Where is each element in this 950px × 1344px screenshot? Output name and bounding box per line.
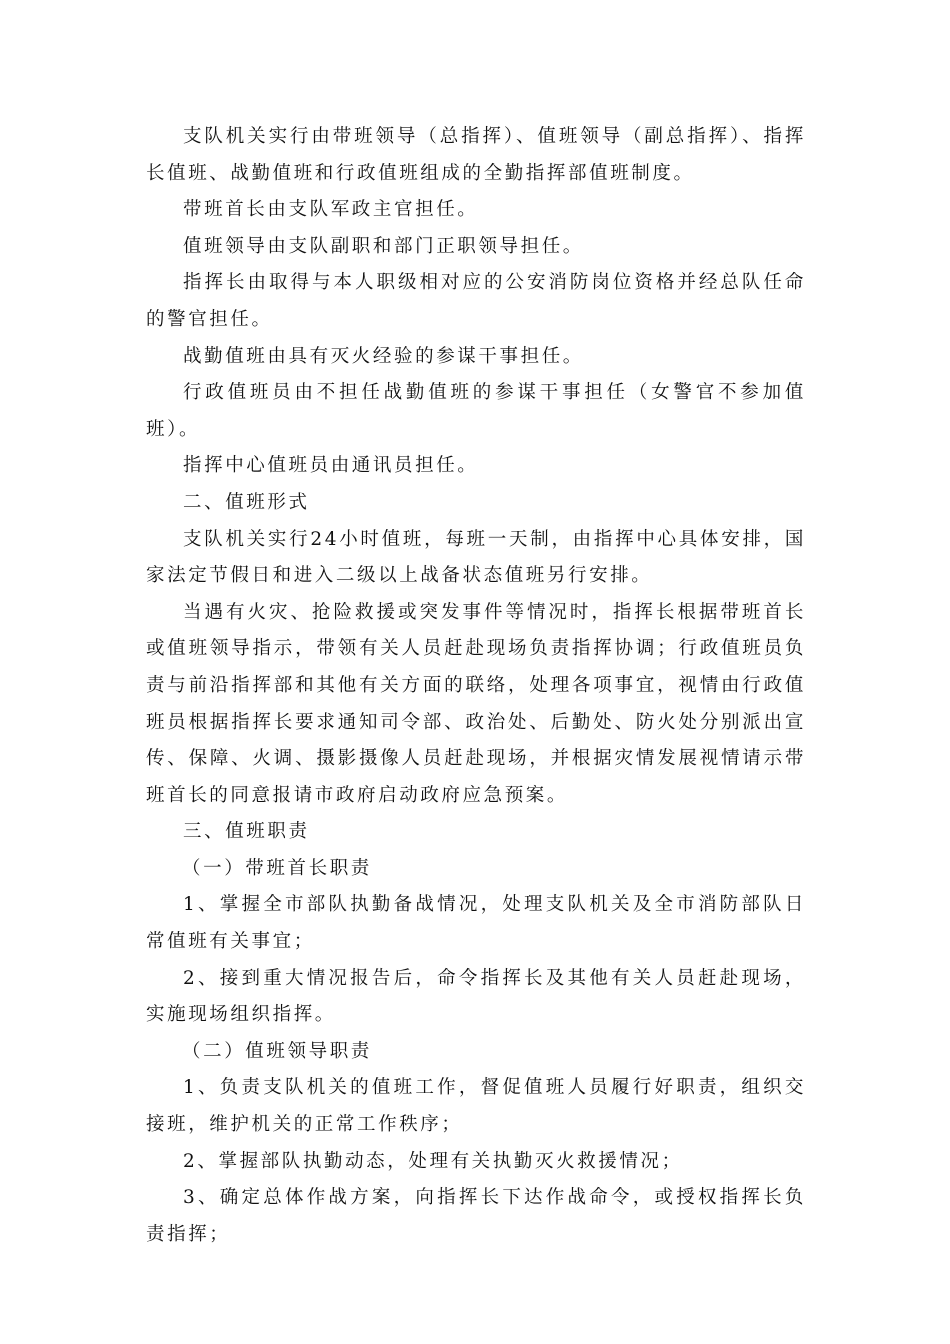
paragraph-duty-system: 支队机关实行由带班领导（总指挥）、值班领导（副总指挥）、指挥长值班、战勤值班和行政值班组成的全勤指挥部值班制度。 [146, 126, 806, 184]
paragraph-duty-leader: 值班领导由支队副职和部门正职领导担任。 [183, 235, 584, 257]
list-item-shift-chief-1: 1、掌握全市部队执勤备战情况，处理支队机关及全市消防部队日常值班有关事宜； [146, 894, 806, 953]
paragraph-24h-duty: 支队机关实行24小时值班，每班一天制，由指挥中心具体安排，国家法定节假日和进入二级以上战备状态值班另行安排。 [146, 528, 806, 587]
list-item-duty-leader-1: 1、负责支队机关的值班工作，督促值班人员履行好职责，组织交接班，维护机关的正常工作秩序； [146, 1077, 806, 1136]
list-item-duty-leader-2: 2、掌握部队执勤动态，处理有关执勤灭火救援情况； [183, 1150, 683, 1172]
subsection-heading-duty-leader: （二）值班领导职责 [182, 1040, 372, 1062]
paragraph-commander: 指挥长由取得与本人职级相对应的公安消防岗位资格并经总队任命的警官担任。 [146, 272, 806, 330]
list-item-duty-leader-3: 3、确定总体作战方案，向指挥长下达作战命令，或授权指挥长负责指挥； [146, 1187, 806, 1245]
document-body [146, 119, 806, 1253]
section-heading-duty-responsibilities: 三、值班职责 [183, 821, 310, 843]
paragraph-command-center: 指挥中心值班员由通讯员担任。 [183, 455, 479, 477]
section-heading-duty-form: 二、值班形式 [183, 491, 310, 513]
paragraph-emergency: 当遇有火灾、抢险救援或突发事件等情况时，指挥长根据带班首长或值班领导指示，带领有关人员赶赴现场负责指挥协调；行政值班员负责与前沿指挥部和其他有关方面的联络，处理各项事宜，视情由行政值班员根据指挥长要求通知司令部、政治处、后勤处、防火处分别派出宣传、保障、火调、摄影摄像人员赶赴现场，并根据灾情发展视情请示带班首长的同意报请市政府启动政府应急预案。 [146, 601, 806, 806]
paragraph-combat-duty: 战勤值班由具有灭火经验的参谋干事担任。 [183, 345, 584, 367]
subsection-heading-shift-chief: （一）带班首长职责 [182, 857, 372, 879]
list-item-shift-chief-2: 2、接到重大情况报告后，命令指挥长及其他有关人员赶赴现场，实施现场组织指挥。 [146, 967, 806, 1026]
paragraph-admin-duty: 行政值班员由不担任战勤值班的参谋干事担任（女警官不参加值班）。 [146, 382, 806, 440]
paragraph-shift-chief: 带班首长由支队军政主官担任。 [183, 199, 479, 221]
